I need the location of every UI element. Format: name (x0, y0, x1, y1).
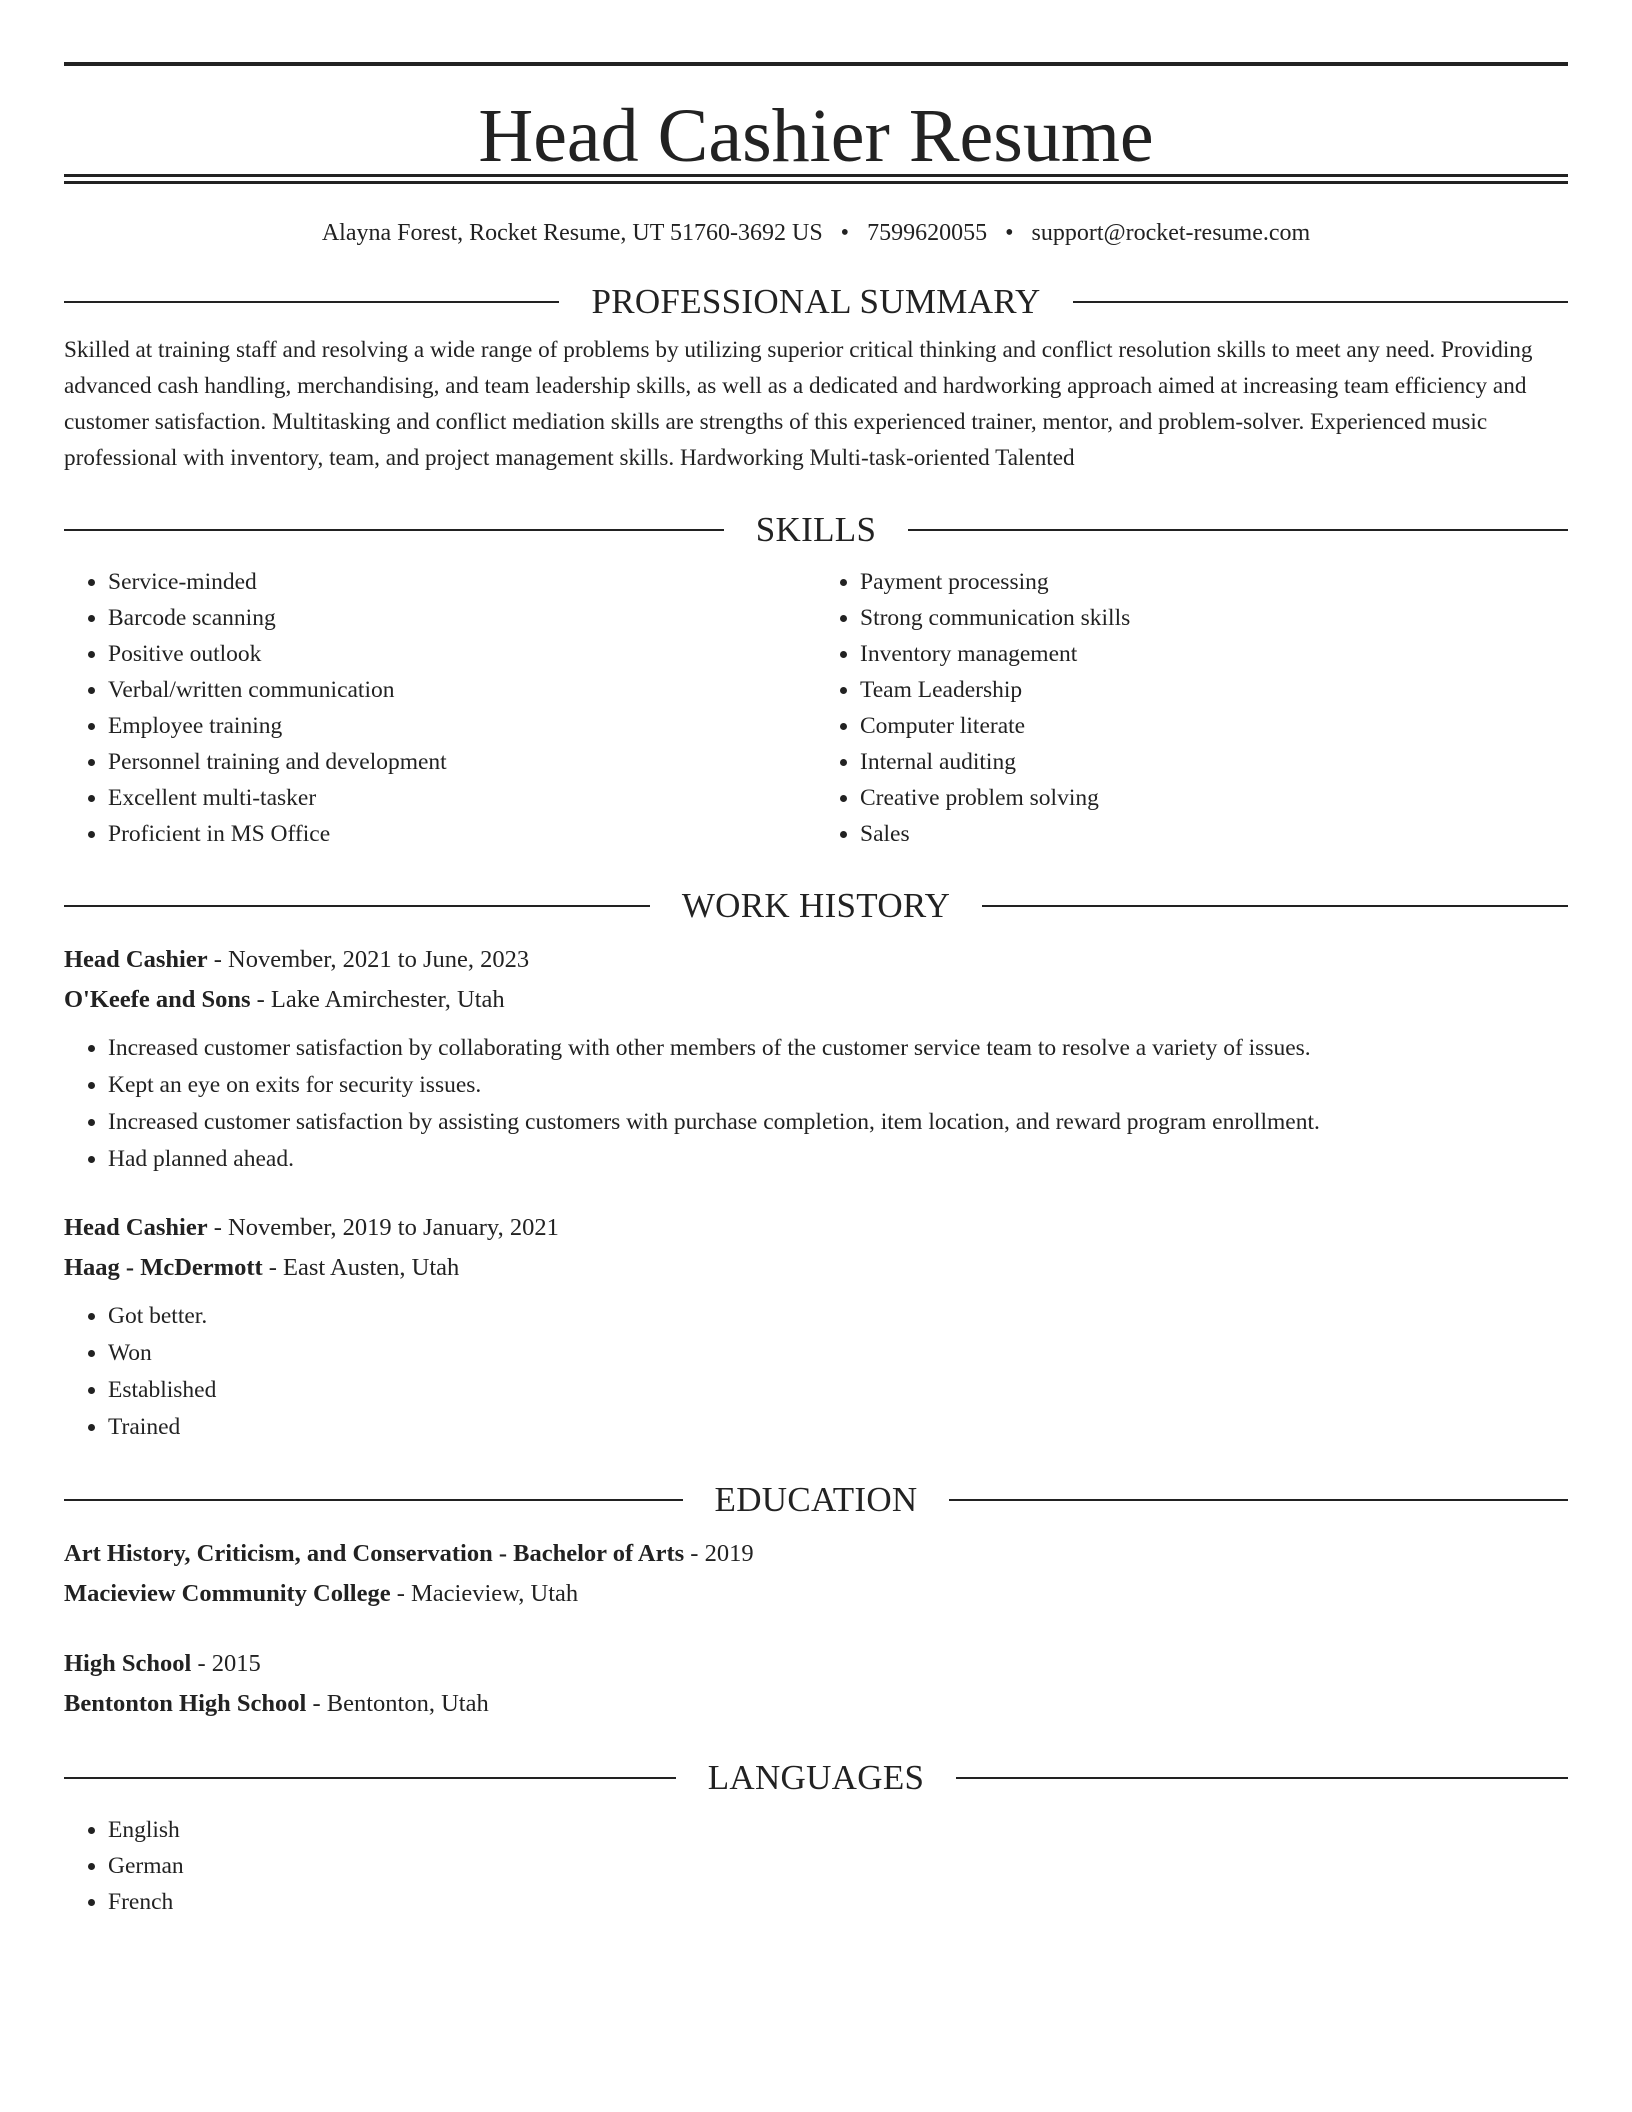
job-company-line (64, 1248, 1568, 1288)
skills-list (64, 564, 1568, 852)
education-year: - 2015 (191, 1650, 261, 1677)
skills-column-left (64, 564, 816, 852)
section-rule-left (64, 905, 650, 907)
skill-item: • Payment processing (860, 564, 1568, 600)
skill-item: • Computer literate (860, 708, 1568, 744)
education-degree: Art History, Criticism, and Conservation - Bachelor of Arts (64, 1540, 685, 1567)
job-bullet: • Got better. (108, 1298, 1568, 1335)
job-title: Head Cashier (64, 1214, 208, 1241)
contact-separator: • (840, 220, 850, 246)
section-rule-right (908, 529, 1568, 531)
education-school: Macieview Community College (64, 1580, 391, 1607)
contact-line (64, 218, 1568, 248)
language-item: • German (108, 1848, 1568, 1884)
section-title-languages: LANGUAGES (707, 1758, 925, 1797)
skill-item: • Employee training (108, 708, 816, 744)
job-bullet: • Increased customer satisfaction by collaborating with other members of the customer service team to resolve a variety of issues. (108, 1030, 1568, 1067)
resume-title: Head Cashier Resume (478, 94, 1154, 178)
skill-item: • Sales (860, 816, 1568, 852)
job-bullet: • Trained (108, 1409, 1568, 1446)
job-entry (64, 940, 1568, 1178)
contact-separator: • (1005, 220, 1014, 246)
education-location: - Bentonton, Utah (306, 1690, 489, 1717)
education-year: - 2019 (684, 1540, 754, 1567)
languages-list (64, 1812, 1568, 1920)
education-location: - Macieview, Utah (390, 1580, 579, 1607)
section-rule-left (64, 1499, 683, 1501)
skill-item: • Service-minded (108, 564, 816, 600)
section-header-work (64, 886, 1568, 926)
education-degree-line (64, 1534, 1568, 1574)
job-dates: - November, 2019 to January, 2021 (207, 1214, 559, 1241)
job-entry (64, 1208, 1568, 1446)
skill-item: • Proficient in MS Office (108, 816, 816, 852)
section-header-languages (64, 1758, 1568, 1798)
job-company: O'Keefe and Sons (64, 986, 251, 1013)
section-rule-right (949, 1499, 1568, 1501)
education-degree-line (64, 1644, 1568, 1684)
job-bullets (64, 1298, 1568, 1446)
job-bullet: • Established (108, 1372, 1568, 1409)
job-location: - Lake Amirchester, Utah (250, 986, 505, 1013)
section-header-skills (64, 510, 1568, 550)
skill-item: • Creative problem solving (860, 780, 1568, 816)
section-title-summary: PROFESSIONAL SUMMARY (591, 282, 1041, 321)
education-school-line (64, 1684, 1568, 1724)
job-title-line (64, 1208, 1568, 1248)
skill-item: • Barcode scanning (108, 600, 816, 636)
section-rule-left (64, 1777, 676, 1779)
contact-phone[interactable]: 7599620055 (867, 220, 988, 246)
section-rule-right (956, 1777, 1568, 1779)
job-bullet: • Won (108, 1335, 1568, 1372)
section-title-education: EDUCATION (714, 1480, 918, 1519)
section-title-work: WORK HISTORY (681, 886, 951, 925)
section-rule-right (1073, 301, 1568, 303)
skill-item: • Internal auditing (860, 744, 1568, 780)
skill-item: • Verbal/written communication (108, 672, 816, 708)
job-location: - East Austen, Utah (262, 1254, 460, 1281)
education-school: Bentonton High School (64, 1690, 307, 1717)
job-bullet: • Had planned ahead. (108, 1141, 1568, 1178)
contact-email[interactable]: support@rocket-resume.com (1031, 220, 1311, 246)
skill-item: • Excellent multi-tasker (108, 780, 816, 816)
skill-item: • Inventory management (860, 636, 1568, 672)
education-entry (64, 1644, 1568, 1724)
job-bullet: • Increased customer satisfaction by assisting customers with purchase completion, item location, and reward program enrollment. (108, 1104, 1568, 1141)
job-bullet: • Kept an eye on exits for security issues. (108, 1067, 1568, 1104)
job-company: Haag - McDermott (64, 1254, 263, 1281)
language-item: • French (108, 1884, 1568, 1920)
job-title: Head Cashier (64, 946, 208, 973)
contact-address: Alayna Forest, Rocket Resume, UT 51760-3692 US (321, 220, 823, 246)
job-bullets (64, 1030, 1568, 1178)
job-title-line (64, 940, 1568, 980)
skills-column-right (816, 564, 1568, 852)
section-rule-left (64, 301, 559, 303)
job-company-line (64, 980, 1568, 1020)
section-header-education (64, 1480, 1568, 1520)
education-school-line (64, 1574, 1568, 1614)
skill-item: • Personnel training and development (108, 744, 816, 780)
section-header-summary (64, 282, 1568, 322)
section-rule-right (982, 905, 1568, 907)
section-title-skills: SKILLS (755, 510, 877, 549)
language-item: • English (108, 1812, 1568, 1848)
skill-item: • Strong communication skills (860, 600, 1568, 636)
education-degree: High School (64, 1650, 192, 1677)
skill-item: • Team Leadership (860, 672, 1568, 708)
summary-text: Skilled at training staff and resolving a wide range of problems by utilizing superior critical thinking and conflict resolution skills to meet any need. Providing advanced cash handling, merchandising, and team leadership skills, as well as a dedicated and hardworking approach aimed at increasing team efficiency and customer satisfaction. Multitasking and conflict mediation skills are strengths of this experienced trainer, mentor, and problem-solver. Experienced music professional with inventory, team, and project management skills. Hardworking Multi-task-oriented Talented (64, 337, 1533, 471)
education-entry (64, 1534, 1568, 1614)
section-rule-left (64, 529, 724, 531)
job-dates: - November, 2021 to June, 2023 (207, 946, 530, 973)
skill-item: • Positive outlook (108, 636, 816, 672)
